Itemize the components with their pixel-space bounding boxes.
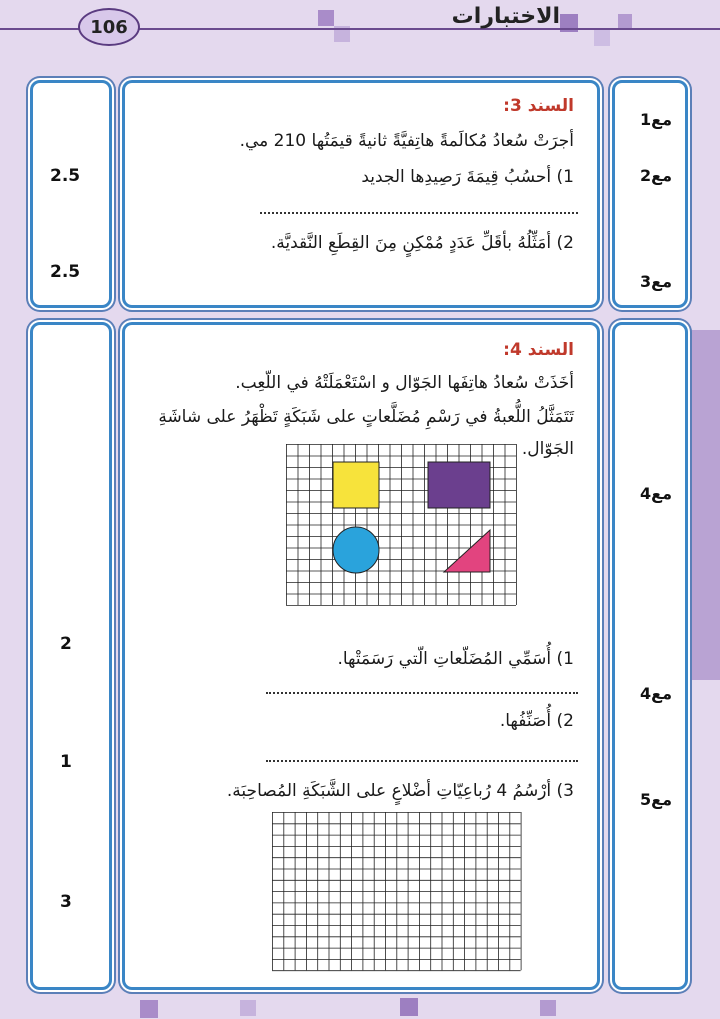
score: 2.5 [50, 166, 81, 186]
section-title: السند 4: [503, 340, 574, 360]
page-title: الاختبارات [451, 4, 560, 29]
score: 2.5 [50, 262, 81, 282]
criteria-column-4 [612, 322, 688, 990]
question-1: 1) أُسَمِّي المُضَلّعاتِ الّتي رَسَمَتْها. [337, 649, 574, 669]
score: 3 [60, 892, 72, 912]
rectangle-shape [428, 462, 490, 508]
answer-line [266, 760, 578, 762]
criterion-label: مع2 [640, 166, 672, 185]
criterion-label: مع1 [640, 110, 672, 129]
section-intro-line: الجَوّال. [521, 439, 574, 459]
score: 1 [60, 752, 72, 772]
question-2: 2) أمَثِّلُهُ بأقَلِّ عَدَدٍ مُمْكِنٍ مِنَ القِطَعِ النَّقديَّة. [270, 233, 574, 253]
circle-shape [333, 527, 379, 573]
square-shape [333, 462, 379, 508]
page-number: 106 [78, 8, 140, 46]
answer-line [266, 692, 578, 694]
question-2: 2) أُصَنِّفُها. [499, 711, 574, 731]
section-title: السند 3: [503, 96, 574, 116]
score: 2 [60, 634, 72, 654]
drawing-grid[interactable] [272, 812, 524, 972]
scores-column-4 [30, 322, 112, 990]
section-intro: أجرَتْ سُعادُ مُكالَمةً هاتِفيَّةً ثانيةً قيمَتُها 210 مي. [239, 131, 574, 151]
question-3: 3) أرْسُمُ 4 رُباعِيّاتِ أضْلاعٍ على الشَّبَكَةِ المُصاحِبَة. [226, 781, 574, 801]
criterion-label: مع5 [640, 790, 672, 809]
criterion-label: مع3 [640, 272, 672, 291]
section-intro-line: تَتَمَثَّلُ اللُّعبةُ في رَسْمِ مُضَلَّعاتٍ على شَبَكَةٍ تَظْهَرُ على شاشَةِ [158, 407, 574, 427]
game-grid [286, 444, 518, 608]
criterion-label: مع4 [640, 684, 672, 703]
section-intro-line: أخَذَتْ سُعادُ هاتِفَها الجَوّال و اسْتَعْمَلَتْهُ في اللّعِب. [235, 373, 574, 393]
answer-line [260, 212, 578, 214]
question-1: 1) أحسُبُ قِيمَةَ رَصِيدِها الجديد [361, 167, 574, 187]
criterion-label: مع4 [640, 484, 672, 503]
